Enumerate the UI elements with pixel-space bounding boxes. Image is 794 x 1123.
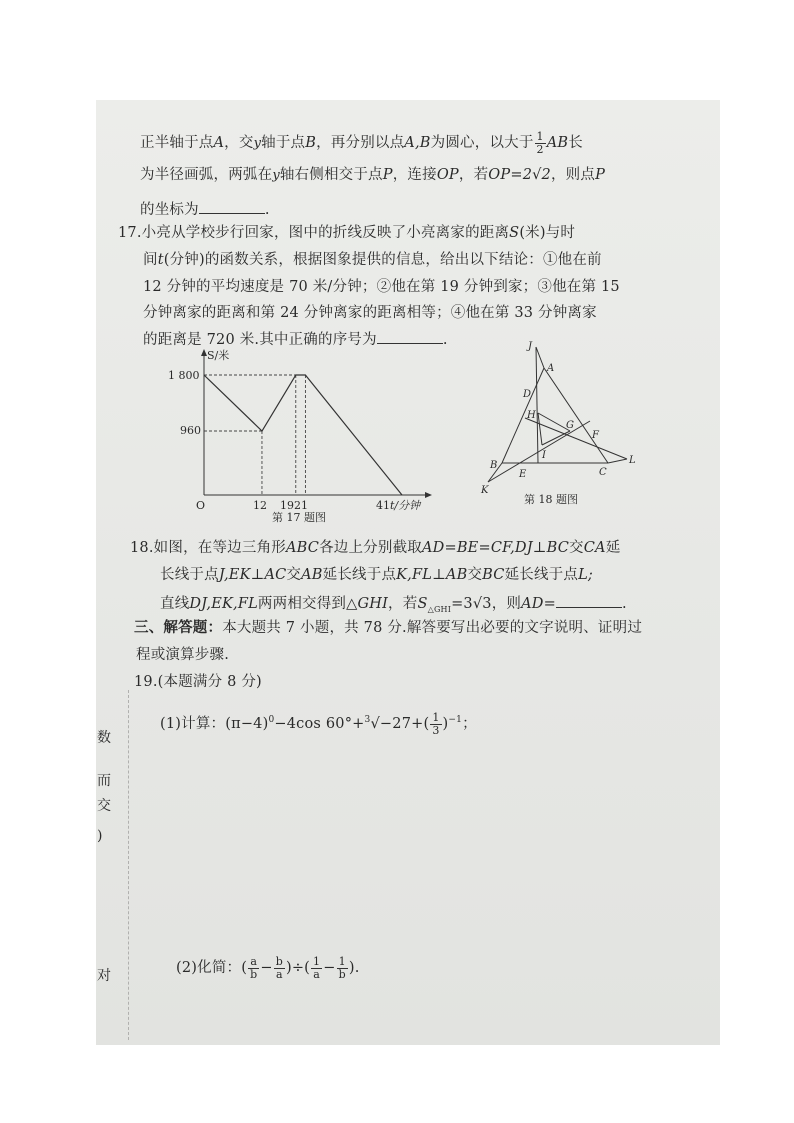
text: y: [253, 136, 262, 152]
text: ABC: [285, 540, 320, 556]
fraction: [248, 956, 259, 980]
text: 轴于点: [261, 135, 306, 152]
point-H: H: [527, 410, 536, 421]
denominator: a: [275, 967, 283, 981]
x-tick-1921: 1921: [280, 499, 308, 512]
text: OP=2√2: [488, 167, 551, 183]
x-axis-label: t/分钟: [390, 499, 421, 512]
text: (分钟)的函数关系，根据图象提供的信息，给出以下结论：①他在前: [163, 252, 602, 268]
fig18-caption: 第 18 题图: [524, 493, 578, 506]
text: 直线: [160, 596, 190, 612]
y-axis-label: S/米: [207, 349, 230, 362]
y-tick-960: 960: [180, 424, 201, 437]
denominator: 2: [536, 142, 544, 156]
line-DJ: [536, 347, 538, 463]
numerator: 1: [432, 711, 440, 724]
text: ，则: [491, 596, 522, 612]
fraction: [311, 956, 322, 980]
text: +(: [411, 716, 430, 733]
text: )÷(: [285, 960, 311, 977]
text: ，则点: [550, 167, 596, 183]
section-3-heading: [134, 621, 642, 636]
text: y: [272, 168, 280, 183]
text: L;: [578, 567, 593, 583]
fraction: [337, 956, 348, 980]
origin-label: O: [196, 499, 206, 512]
point-L: L: [629, 455, 636, 466]
text: ): [442, 716, 449, 733]
text: −1: [448, 715, 463, 726]
q17-line-4: 分钟离家的距离和第 24 分钟离家的距离相等；④他在第 33 分钟离家: [143, 305, 597, 321]
text: P: [382, 167, 393, 183]
answer-blank[interactable]: [377, 331, 443, 344]
text: J,EK⊥AC: [218, 567, 287, 583]
y-tick-1800: 1 800: [168, 369, 200, 382]
text: 轴右侧相交于点: [279, 167, 383, 183]
fraction: [274, 956, 285, 980]
text: A,B: [404, 135, 431, 152]
text: 如图，在等边三角形: [153, 540, 286, 556]
q19-part-1: [160, 712, 477, 736]
fig17-caption: 第 17 题图: [272, 511, 326, 524]
q18-line-2: [160, 568, 593, 583]
text: ，连接: [392, 167, 437, 183]
text: 延: [605, 540, 621, 556]
text: 为圆心，以大于: [430, 135, 534, 152]
q19-heading: 19.(本题满分 8 分): [134, 674, 262, 690]
margin-char-3: 交: [97, 798, 111, 814]
top-line-1: [140, 131, 583, 155]
text: AB: [546, 135, 569, 152]
text: ，交: [224, 135, 254, 152]
point-F: F: [592, 430, 599, 441]
numerator: 1: [313, 955, 321, 968]
text: .: [264, 202, 270, 218]
point-A: A: [547, 363, 555, 374]
top-line-2: [140, 168, 605, 183]
text: 延长线于点: [322, 567, 397, 583]
point-J: J: [528, 341, 533, 352]
point-C: C: [599, 467, 607, 478]
line-JA: [536, 347, 544, 368]
text: AB: [301, 567, 323, 583]
denominator: 3: [432, 723, 440, 737]
q17-line-1: [118, 226, 575, 241]
point-K: K: [481, 485, 489, 496]
text: AD=: [521, 596, 556, 612]
x-tick-12: 12: [253, 499, 267, 512]
text: CA: [583, 540, 606, 556]
text: 为半径画弧，两弧在: [140, 167, 273, 183]
text: 长: [568, 135, 583, 152]
text: 各边上分别截取: [319, 540, 422, 556]
text: B: [305, 135, 317, 152]
text: ).: [348, 960, 360, 977]
point-E: E: [519, 469, 527, 480]
text: ；: [462, 716, 477, 733]
question-number: 18.: [130, 540, 154, 556]
numerator: 1: [536, 130, 544, 143]
segment-GI: [542, 431, 570, 445]
text: DJ,EK,FL: [189, 596, 258, 612]
denominator: b: [250, 967, 258, 981]
text: 的距离是 720 米.其中正确的序号为: [143, 332, 377, 348]
text: P: [595, 167, 606, 183]
q18-line-1: [130, 541, 620, 556]
text: 正半轴于点: [140, 135, 214, 152]
text: .: [621, 596, 627, 612]
text: −: [260, 960, 273, 977]
numerator: a: [248, 956, 259, 969]
numerator: b: [275, 955, 283, 968]
question-number: 17.: [118, 225, 142, 241]
fraction: [430, 712, 441, 736]
text: 长线于点: [160, 567, 219, 583]
q17-line-2: [143, 253, 602, 268]
text: S: [417, 596, 428, 612]
text: ，若: [458, 167, 489, 183]
text: ，再分别以点: [316, 135, 405, 152]
numerator: 1: [337, 956, 348, 969]
text: K,FL⊥AB: [396, 567, 468, 583]
text: .: [442, 332, 448, 348]
point-G: G: [566, 420, 574, 431]
section-title: 三、解答题：: [134, 619, 223, 636]
q18-line-3: [160, 595, 627, 614]
text: −4cos 60°+: [274, 716, 365, 733]
x-axis-arrow: [425, 492, 432, 498]
q19-part-2: [176, 956, 360, 980]
denominator: a: [313, 967, 321, 981]
denominator: b: [338, 967, 346, 981]
x-tick-41: 41: [376, 499, 390, 512]
text: 交: [569, 540, 584, 556]
distance-polyline: [204, 375, 402, 495]
text: 小亮从学校步行回家，图中的折线反映了小亮离家的距离: [141, 225, 510, 241]
point-I: I: [542, 450, 546, 461]
text: 间: [143, 252, 158, 268]
axes: [201, 349, 432, 498]
line-EK: [488, 421, 590, 482]
text: ，若: [388, 596, 418, 612]
margin-char-2: 而: [97, 773, 111, 789]
guide-lines: [204, 375, 305, 495]
text: A: [213, 135, 225, 152]
text: 交: [286, 567, 302, 583]
fraction: [535, 131, 546, 155]
text: AD=BE=CF,DJ⊥BC: [421, 540, 570, 556]
text: (米)与时: [519, 225, 576, 241]
text: 本大题共 7 小题，共 78 分.解答要写出必要的文字说明、证明过: [222, 620, 643, 636]
margin-char-4: ): [97, 828, 103, 844]
fig18-diagram: [470, 335, 650, 515]
text: 3: [364, 715, 371, 726]
segment-HI: [538, 413, 542, 445]
text: 0: [268, 715, 275, 726]
text: 的坐标为: [140, 202, 199, 218]
fig17-chart: [160, 345, 450, 525]
fold-line: [128, 690, 130, 1040]
line-FL: [525, 418, 627, 459]
text: (2)化简：(: [176, 960, 248, 977]
text: 两两相交得到△: [257, 596, 358, 612]
text: 延长线于点: [504, 567, 579, 583]
text: =3√3: [451, 596, 492, 612]
segment-AC: [544, 368, 608, 463]
text: t: [157, 252, 164, 268]
text: S: [509, 225, 520, 241]
answer-blank[interactable]: [556, 595, 622, 608]
text: OP: [436, 167, 459, 183]
margin-char-5: 对: [97, 968, 111, 984]
text: (1)计算：(π−4): [160, 716, 269, 733]
line-CL: [608, 459, 627, 463]
margin-char-1: 数: [97, 730, 111, 746]
text: BC: [482, 567, 505, 583]
answer-blank[interactable]: [199, 201, 265, 214]
q17-line-3: 12 分钟的平均速度是 70 米/分钟；②他在第 19 分钟到家；③他在第 15: [143, 279, 620, 295]
text: −: [323, 960, 336, 977]
text: 交: [467, 567, 483, 583]
text: √−27: [370, 716, 412, 733]
top-line-3: [140, 201, 270, 218]
point-D: D: [523, 389, 532, 400]
point-B: B: [490, 460, 498, 471]
section-3-line-2: 程或演算步骤.: [136, 647, 230, 663]
text: GHI: [357, 596, 389, 612]
text: △GHI: [427, 604, 452, 614]
